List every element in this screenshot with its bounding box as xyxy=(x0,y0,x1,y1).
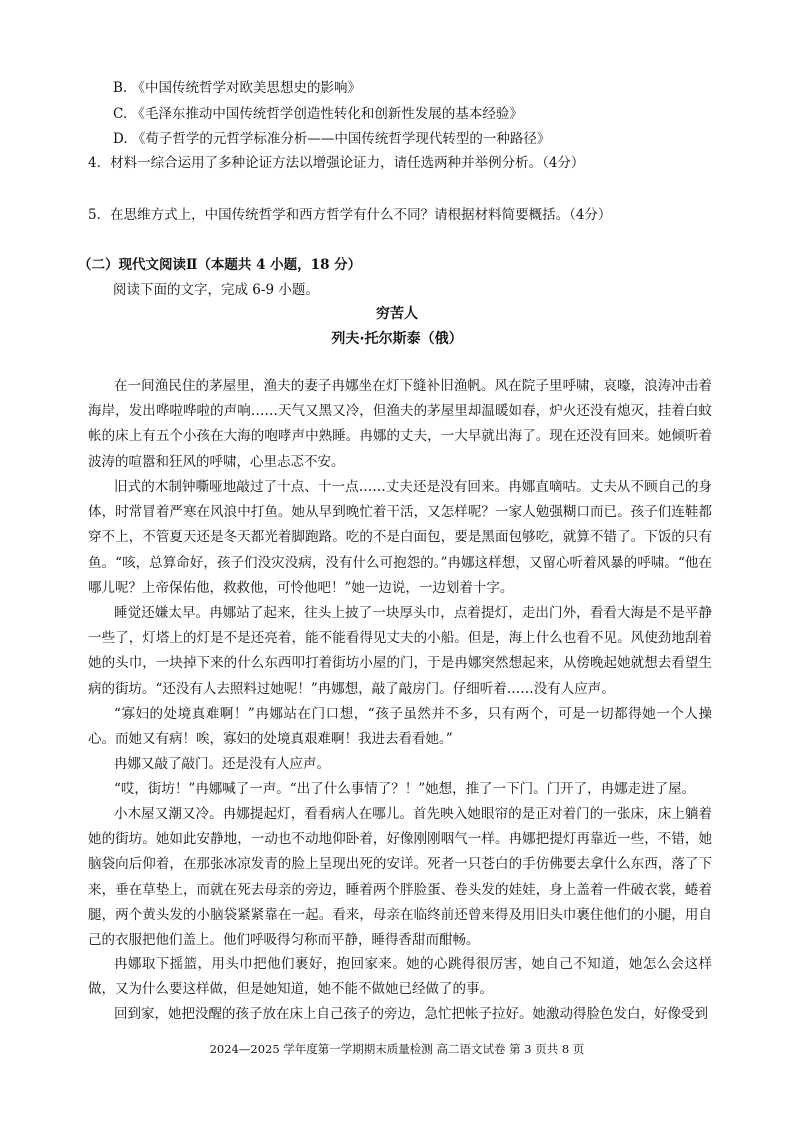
article-paragraph: 小木屋又潮又冷。冉娜提起灯，看看病人在哪儿。首先映入她眼帘的是正对着门的一张床，床上躺着她的街坊。她如此安静地，一动也不动地仰卧着，好像刚刚咽气一样。冉娜把提灯再靠近一些，不错，她脑袋向后仰着，在那张冰凉发青的脸上呈现出死的安详。死者一只苍白的手仿佛要去拿什么东西，落了下来，垂在草垫上，而就在死去母亲的旁边，睡着两个胖脸蛋、卷头发的娃娃，身上盖着一件破衣裳，蜷着腿，两个黄头发的小脑袋紧紧靠在一起。看来，母亲在临终前还曾来得及用旧头巾裹住他们的小腿，用自己的衣服把他们盖上。他们呼吸得匀称而平静，睡得香甜而酣畅。 xyxy=(88,806,712,949)
section-heading: （二）现代文阅读Ⅱ（本题共 4 小题，18 分） xyxy=(78,257,362,273)
article-paragraph: “寡妇的处境真难啊！”冉娜站在门口想，“孩子虽然并不多，只有两个，可是一切都得她一个人操心。而她又有病！唉，寡妇的处境真艰难啊！我进去看看她。” xyxy=(88,706,712,748)
option-d: D. 《荀子哲学的元哲学标准分析——中国传统哲学现代转型的一种路径》 xyxy=(113,131,551,147)
article-paragraph: 旧式的木制钟嘶哑地敲过了十点、十一点……丈夫还是没有回来。冉娜直嘀咕。丈夫从不顾自己的身体，时常冒着严寒在风浪中打鱼。她从早到晚忙着干活，又怎样呢？一家人勉强糊口而已。孩子们连鞋都穿不上，不管夏天还是冬天都光着脚跑路。吃的不是白面包，要是黑面包够吃，就算不错了。下饭的只有鱼。“咳，总算命好，孩子们没灾没病，没有什么可抱怨的。”冉娜这样想，又留心听着风暴的呼啸。“他在哪儿呢？上帝保佑他，救救他，可怜他吧！”她一边说，一边划着十字。 xyxy=(88,479,712,596)
question-5: 5．在思维方式上，中国传统哲学和西方哲学有什么不同？请根据材料简要概括。（4分） xyxy=(88,207,612,223)
article-paragraph: 冉娜取下摇篮，用头巾把他们裹好，抱回家来。她的心跳得很厉害，她自己不知道，她怎么会这样做，又为什么要这样做，但是她知道，她不能不做她已经做了的事。 xyxy=(88,956,712,998)
option-c: C. 《毛泽东推动中国传统哲学创造性转化和创新性发展的基本经验》 xyxy=(113,106,523,122)
article-title: 穷苦人 xyxy=(376,306,418,322)
article-author: 列夫·托尔斯泰（俄） xyxy=(331,331,463,347)
option-b: B. 《中国传统哲学对欧美思想史的影响》 xyxy=(113,80,362,96)
article-paragraph: 回到家，她把没醒的孩子放在床上自己孩子的旁边，急忙把帐子拉好。她激动得脸色发白，好像受到 xyxy=(114,1006,708,1022)
article-paragraph: “哎，街坊！”冉娜喊了一声。“出了什么事情了？！”她想，推了一下门。门开了，冉娜走进了屋。 xyxy=(114,781,696,797)
article-paragraph: 在一间渔民住的茅屋里，渔夫的妻子冉娜坐在灯下缝补旧渔帆。风在院子里呼啸，哀嚎，浪涛冲击着海岸，发出哗啦哗啦的声响……天气又黑又冷，但渔夫的茅屋里却温暖如春，炉火还没有熄灭，挂着白蚊帐的床上有五个小孩在大海的咆哮声中熟睡。冉娜的丈夫，一大早就出海了。现在还没有回来。她倾听着波涛的喧嚣和狂风的呼啸，心里忐忑不安。 xyxy=(88,378,712,470)
section-instruction: 阅读下面的文字，完成 6-9 小题。 xyxy=(113,282,319,298)
question-4: 4．材料一综合运用了多种论证方法以增强论证力，请任选两种并举例分析。（4分） xyxy=(88,155,585,171)
article-paragraph: 冉娜又敲了敲门。还是没有人应声。 xyxy=(114,756,330,772)
article-paragraph: 睡觉还嫌太早。冉娜站了起来，往头上披了一块厚头巾，点着提灯，走出门外，看看大海是不是平静一些了，灯塔上的灯是不是还亮着，能不能看得见丈夫的小船。但是，海上什么也看不见。风使劲地刮着她的头巾，一块掉下来的什么东西叩打着街坊小屋的门，于是冉娜突然想起来，从傍晚起她就想去看望生病的街坊。“还没有人去照料过她呢！”冉娜想，敲了敲房门。仔细听着……没有人应声。 xyxy=(88,605,712,697)
page-footer: 2024—2025 学年度第一学期期末质量检测 高二语文试卷 第 3 页共 8 页 xyxy=(209,1042,585,1056)
